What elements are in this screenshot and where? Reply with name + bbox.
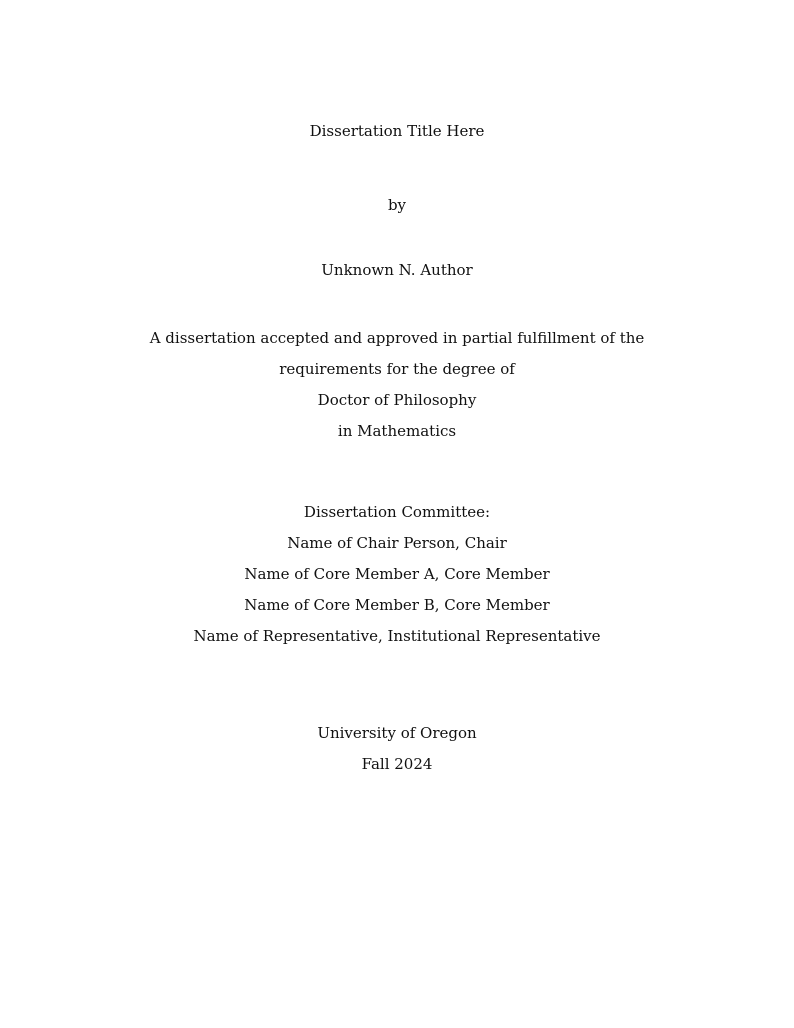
committee-member-representative: Name of Representative, Institutional Representative [193, 627, 601, 645]
institution-name: University of Oregon [317, 724, 477, 742]
by-line: by [387, 196, 407, 214]
acceptance-statement-line-2: requirements for the degree of [279, 360, 515, 378]
degree-name: Doctor of Philosophy [317, 391, 477, 409]
degree-field: in Mathematics [337, 422, 457, 440]
committee-member-core-a: Name of Core Member A, Core Member [244, 565, 550, 583]
submission-term: Fall 2024 [361, 755, 433, 773]
acceptance-statement-line-1: A dissertation accepted and approved in partial fulfillment of the [149, 329, 645, 347]
committee-heading: Dissertation Committee: [303, 503, 491, 521]
committee-member-chair: Name of Chair Person, Chair [287, 534, 507, 552]
committee-member-core-b: Name of Core Member B, Core Member [244, 596, 550, 614]
dissertation-title: Dissertation Title Here [309, 122, 485, 140]
author-name: Unknown N. Author [321, 261, 473, 279]
